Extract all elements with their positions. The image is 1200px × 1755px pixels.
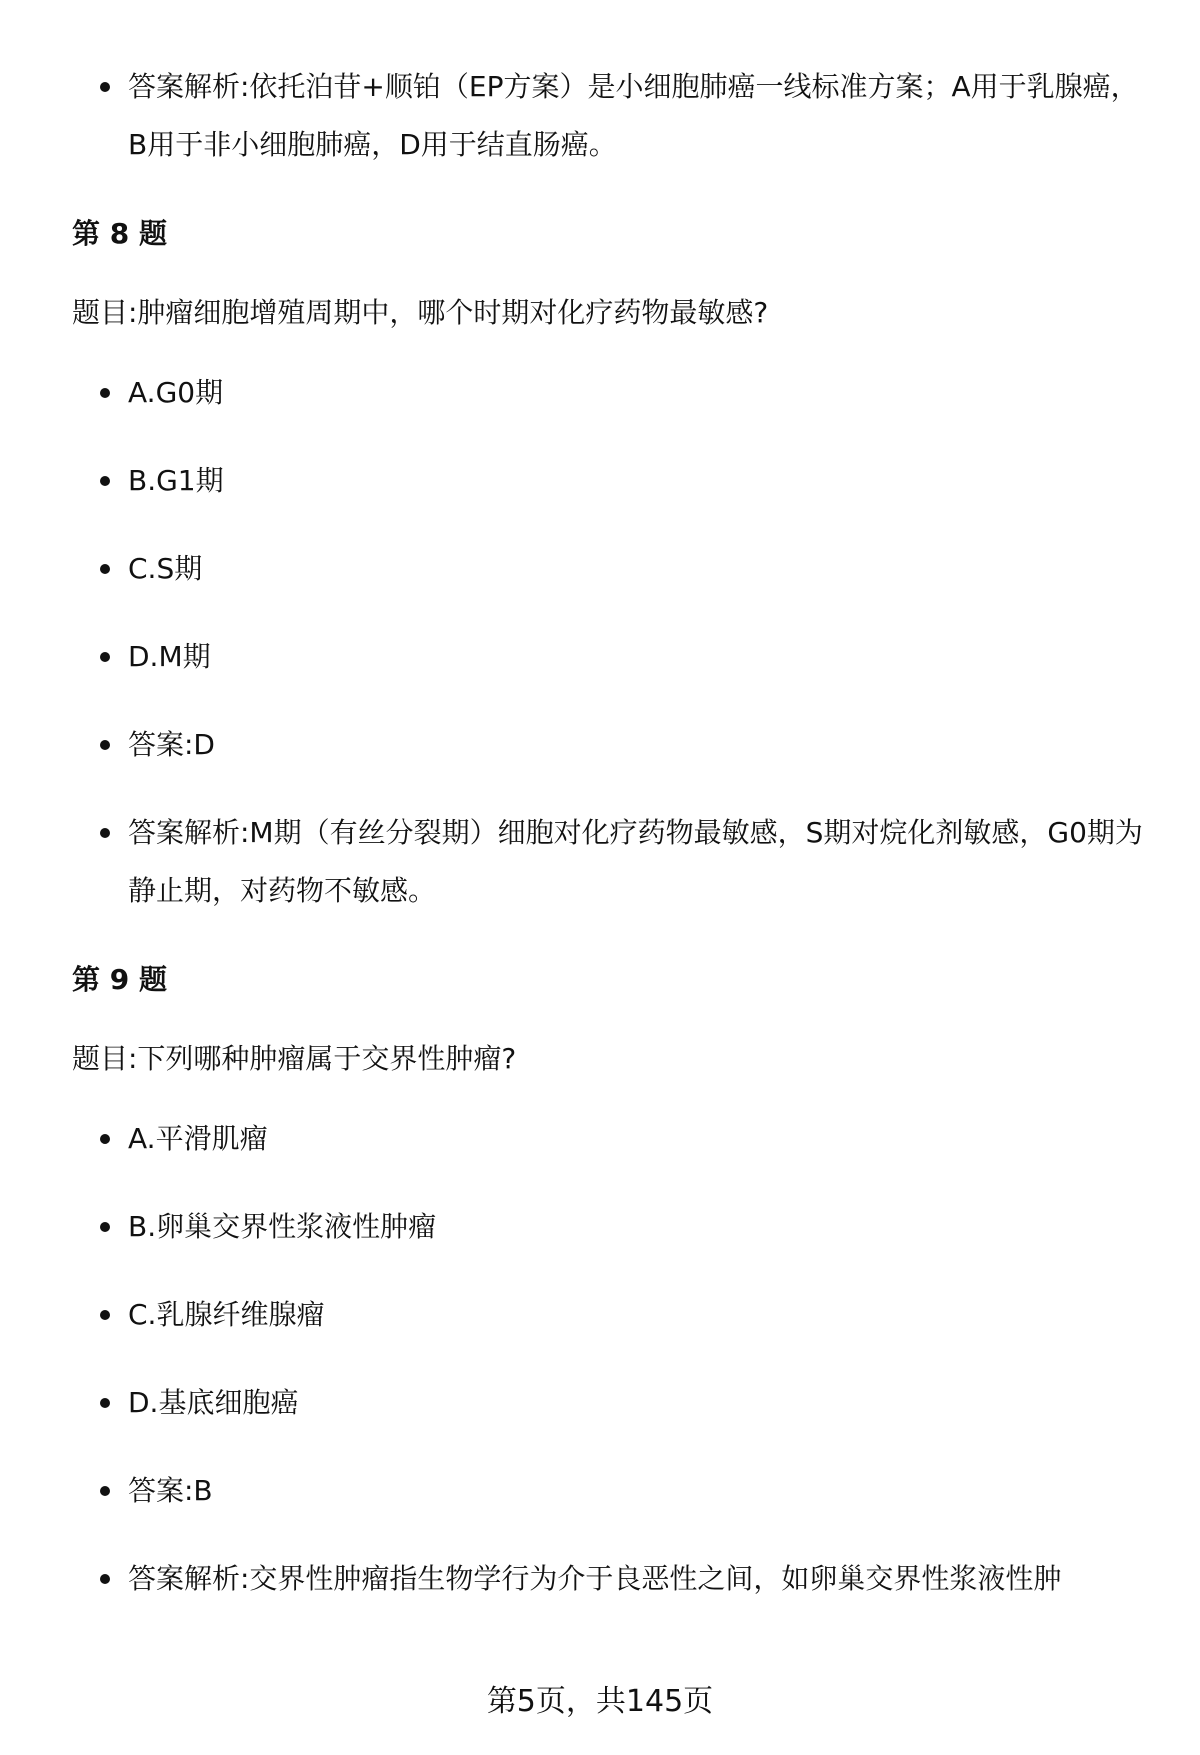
option-a-q8	[72, 364, 1152, 422]
page-number: 第5页，共145页	[486, 1684, 714, 1719]
bullet-icon	[100, 828, 110, 838]
question-heading-8: 第 8 题	[72, 217, 167, 250]
explanation-text: 答案解析:交界性肿瘤指生物学行为介于良恶性之间，如卵巢交界性浆液性肿	[128, 1562, 1062, 1595]
option-a-q9	[72, 1110, 1152, 1168]
option-text: A.平滑肌瘤	[128, 1122, 268, 1155]
explanation-q7	[72, 58, 1152, 174]
option-text: B.G1期	[128, 464, 224, 497]
option-c-q9	[72, 1286, 1152, 1344]
option-text: C.乳腺纤维腺瘤	[128, 1298, 325, 1331]
option-text: D.基底细胞癌	[128, 1386, 299, 1419]
bullet-icon	[100, 1574, 110, 1584]
answer-text: 答案:D	[128, 728, 215, 761]
question-heading-9: 第 9 题	[72, 963, 167, 996]
bullet-icon	[100, 652, 110, 662]
bullet-icon	[100, 1310, 110, 1320]
answer-q9	[72, 1462, 1152, 1520]
answer-text: 答案:B	[128, 1474, 213, 1507]
option-b-q8	[72, 452, 1152, 510]
bullet-icon	[100, 388, 110, 398]
bullet-icon	[100, 1398, 110, 1408]
bullet-icon	[100, 740, 110, 750]
explanation-text: 答案解析:M期（有丝分裂期）细胞对化疗药物最敏感，S期对烷化剂敏感，G0期为静止期，对药物不敏感。	[128, 816, 1143, 907]
option-d-q9	[72, 1374, 1152, 1432]
bullet-icon	[100, 1222, 110, 1232]
bullet-icon	[100, 82, 110, 92]
option-c-q8	[72, 540, 1152, 598]
explanation-q9	[72, 1550, 1152, 1608]
page-content	[72, 58, 1152, 1608]
option-text: D.M期	[128, 640, 211, 673]
option-text: A.G0期	[128, 376, 224, 409]
bullet-icon	[100, 1134, 110, 1144]
option-b-q9	[72, 1198, 1152, 1256]
explanation-text: 答案解析:依托泊苷+顺铂（EP方案）是小细胞肺癌一线标准方案；A用于乳腺癌，B用于非小细胞肺癌，D用于结直肠癌。	[128, 70, 1139, 161]
option-d-q8	[72, 628, 1152, 686]
answer-q8	[72, 716, 1152, 774]
question-stem-8: 题目:肿瘤细胞增殖周期中，哪个时期对化疗药物最敏感?	[72, 296, 769, 329]
bullet-icon	[100, 1486, 110, 1496]
option-text: B.卵巢交界性浆液性肿瘤	[128, 1210, 437, 1243]
bullet-icon	[100, 564, 110, 574]
question-stem-9: 题目:下列哪种肿瘤属于交界性肿瘤?	[72, 1042, 517, 1075]
explanation-q8	[72, 804, 1152, 920]
option-text: C.S期	[128, 552, 203, 585]
bullet-icon	[100, 476, 110, 486]
